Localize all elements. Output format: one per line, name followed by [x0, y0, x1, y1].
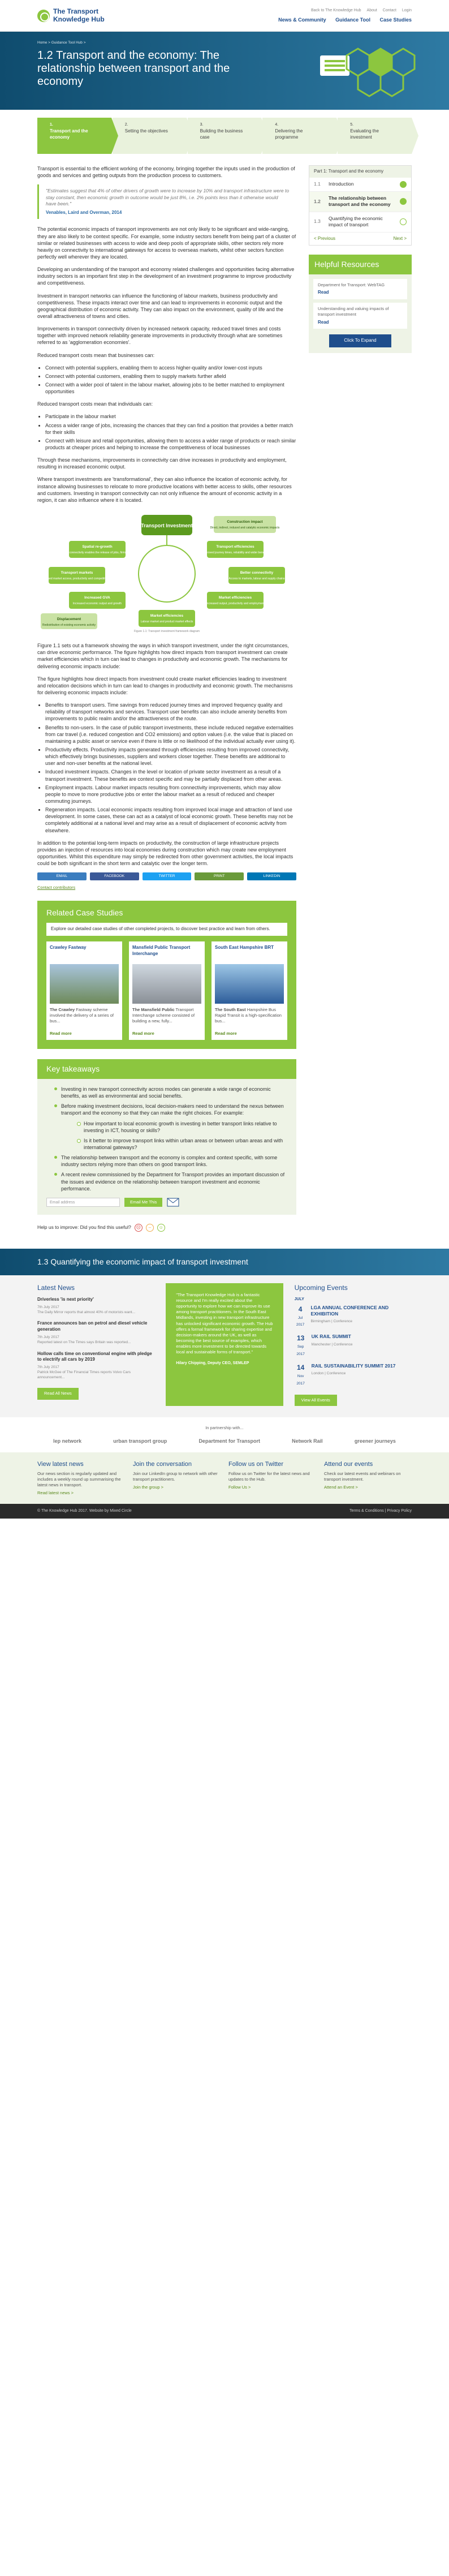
- events-month: JULY: [294, 1297, 304, 1302]
- blockquote: [37, 184, 296, 219]
- promo-text: Our news section is regularly updated and includes a weekly round up summarising the latest news in transport.: [37, 1470, 121, 1488]
- resource-read-link[interactable]: Read: [318, 290, 329, 295]
- promo-link[interactable]: Follow Us >: [228, 1485, 251, 1490]
- node-sub: Increased market access, productivity and competitiveness: [40, 577, 114, 580]
- paragraph: Through these mechanisms, improvements in connectivity can drive increases in productivity and employment, resulting in increased economic output.: [37, 457, 287, 470]
- site-logo[interactable]: [37, 8, 105, 23]
- step-3[interactable]: [187, 118, 262, 154]
- item-number: 1.3: [314, 218, 321, 225]
- resource-title: Department for Transport: WebTAG: [318, 282, 385, 288]
- testimonial-author: Hilary Chipping, Deputy CEO, SEMLEP: [176, 1361, 249, 1366]
- next-section-banner[interactable]: 1.3 Quantifying the economic impact of transport investment: [0, 1249, 449, 1275]
- node-title: Displacement: [57, 617, 81, 621]
- figure-caption: Figure 1.1: Transport investment framework diagram: [133, 629, 200, 633]
- step-label: Setting the objectives: [124, 128, 168, 134]
- business-list: [37, 364, 296, 395]
- section-title: Helpful Resources: [309, 255, 412, 274]
- case-card[interactable]: [129, 941, 205, 1040]
- node-sub: Redistribution of existing economic activity: [42, 623, 96, 627]
- paragraph: The potential economic impacts of transport improvements are not only likely to be significant and wide-ranging, they are also likely to be context specific. For example, some industry sectors benefit from being part of a cluster of similar or related businesses with access to wide and deep pools of appropriate skills, other sectors rely more heavily on connectivity to international gateways for access to overseas markets, whilst other sectors function perfectly well wherever they are located.: [37, 226, 296, 260]
- partner-logo[interactable]: lep network: [53, 1438, 82, 1444]
- event-item[interactable]: [295, 1305, 412, 1328]
- case-image: [215, 964, 284, 1004]
- read-more-link[interactable]: Read more: [132, 1031, 154, 1037]
- node-title: Spatial re-growth: [82, 544, 113, 549]
- node-sub: Labour market and product market effects: [140, 620, 193, 623]
- list-item: • Access a wider range of jobs, increasing the chances that they can find a position that provides a better match for their skills: [45, 422, 296, 436]
- list-item: • Benefits to non-users. In the case of public transport investments, these include reduced negative externalities from car travel (i.e. reduced congestion and CO2 emissions) and option values (i.e. the value that is placed on maintaining a public asset or service even if there is little or no likelihood of the individual actually ever using it).: [45, 724, 296, 745]
- event-meta: Birmingham | Conference: [310, 1319, 353, 1324]
- share-bar: [37, 872, 296, 880]
- logo-mark-icon: [37, 10, 50, 22]
- node-title: Transport markets: [61, 570, 93, 575]
- step-number: 1.: [50, 123, 53, 127]
- promo-item: [228, 1460, 316, 1496]
- promo-title: Follow us on Twitter: [228, 1461, 284, 1468]
- node-title: Market efficiencies: [218, 595, 252, 600]
- item-number: 1.2: [314, 198, 321, 204]
- list-item: • Benefits to transport users. Time savings from reduced journey times and improved frequency quality and reliability of transport networks and services. Transport user benefits can also include amenity benefits from improvements to public realm and/or the attractiveness of the route.: [45, 702, 296, 722]
- related-case-studies: [37, 901, 296, 1049]
- event-meta: Manchester | Conference: [311, 1342, 353, 1347]
- hero-banner: [0, 32, 449, 110]
- contact-contributors-link[interactable]: Contact contributors: [37, 885, 76, 891]
- share-email-button[interactable]: EMAIL: [37, 872, 87, 880]
- resource-item[interactable]: [313, 279, 407, 299]
- card-name: The South East: [215, 1007, 246, 1013]
- sidebar-item-1-1[interactable]: [309, 178, 411, 192]
- step-number: 2.: [124, 123, 128, 127]
- top-header: [0, 0, 449, 32]
- news-date: 7th July 2017: [37, 1335, 59, 1339]
- node-sub: Improved journey times, reliability and wider benefits: [202, 551, 269, 554]
- email-input[interactable]: Email address: [46, 1198, 120, 1207]
- main-nav: [270, 16, 412, 23]
- item-title: Quantifying the economic impact of transport: [329, 215, 383, 228]
- list-item: • Induced investment impacts. Changes in the level or location of private sector investment as a result of a transport investment. These benefits are context specific and may be partially displaced from other areas.: [45, 768, 296, 782]
- node-title: Increased GVA: [84, 595, 110, 600]
- event-meta: London | Conference: [311, 1371, 346, 1376]
- neutral-face-icon[interactable]: –: [146, 1224, 154, 1232]
- next-link[interactable]: Next >: [393, 235, 407, 241]
- item-title: The relationship between transport and the economy: [329, 195, 391, 208]
- top-link-contact[interactable]: Contact: [382, 8, 396, 12]
- section-title: Upcoming Events: [294, 1283, 348, 1292]
- section-title: Latest News: [37, 1283, 75, 1292]
- node-sub: Increased economic output and growth: [72, 601, 122, 605]
- latest-news: [37, 1283, 154, 1406]
- impacts-list: [37, 702, 296, 834]
- takeaway-subitem: Is it better to improve transport links within urban areas or between urban areas and with international gateways?: [77, 1137, 287, 1151]
- step-progress: [37, 118, 412, 154]
- check-icon: [400, 218, 407, 225]
- node-sub: Direct, indirect, induced and catalytic economic impacts: [210, 526, 280, 530]
- paragraph: Figure 1.1 sets out a framework showing the ways in which transport investment, under the right circumstances, can drive economic performance. The figure highlights how direct impacts from transport investment can create market efficiencies which in turn can lead to changes in productivity and economic growth. The mechanisms for delivering economic impacts include:: [37, 643, 289, 669]
- paragraph: Developing an understanding of the transport and economy related challenges and opportunities facing alternative industry sectors is an important first step in the development of an investment programme to improve productivity and competitiveness.: [37, 266, 295, 286]
- list-item: • Participate in the labour market: [45, 413, 296, 420]
- node-sub: Access to markets, labour and supply chains: [228, 577, 285, 580]
- event-title[interactable]: RAIL SUSTAINABILITY SUMMIT 2017: [311, 1362, 396, 1369]
- diagram-node: [139, 610, 195, 627]
- sidebar-item-1-3[interactable]: [309, 212, 411, 233]
- top-link-login[interactable]: Login: [401, 8, 412, 12]
- takeaway-item: The relationship between transport and the economy is complex and context specific, with some industry sectors relying more than others on good transport links.: [54, 1154, 287, 1168]
- promo-item: [37, 1460, 125, 1496]
- sidebar-item-1-2[interactable]: [309, 192, 411, 212]
- event-item[interactable]: [295, 1334, 412, 1357]
- main-content: [37, 165, 296, 1243]
- breadcrumb[interactable]: Home > Guidance Tool Hub >: [37, 41, 86, 45]
- diagram-node: [69, 592, 126, 609]
- share-print-button[interactable]: PRINT: [195, 872, 244, 880]
- promo-title: View latest news: [37, 1461, 84, 1468]
- step-1[interactable]: [37, 118, 111, 154]
- happy-face-icon[interactable]: ☺: [157, 1224, 165, 1232]
- step-4[interactable]: [261, 118, 336, 154]
- news-item[interactable]: [37, 1351, 154, 1381]
- case-image: [50, 964, 119, 1004]
- promo-row: [0, 1452, 449, 1504]
- list-item: • Productivity effects. Productivity impacts generated through efficiencies resulting from improved connectivity, which effectively brings businesses, suppliers and workers closer together. These benefits are additional to user and non-user benefits at the national level.: [45, 746, 296, 767]
- promo-text: Check our latest events and webinars on transport investment.: [324, 1470, 401, 1482]
- read-more-link[interactable]: Read more: [215, 1031, 237, 1037]
- card-title: Crawley Fastway: [50, 945, 87, 951]
- node-title: Better connectivity: [240, 570, 274, 575]
- card-desc: Transport Interchange scheme consisted of building a new, fully...: [132, 1007, 195, 1024]
- card-title: Mansfield Public Transport Interchange: [132, 945, 191, 956]
- promo-text: Join our LinkedIn group to network with other transport practitioners.: [133, 1470, 218, 1482]
- quote-text: "Estimates suggest that 4% of other drivers of growth were to increase by 10% and transport infrastructure were to stay constant, then economic growth in outcome would be just 8%, i.e. 2% points less than it otherwise would have been.": [46, 188, 290, 207]
- case-image: [132, 964, 201, 1004]
- takeaway-item: A recent review commissioned by the Department for Transport provides an important discussion of the issues and evidence on the relationship between transport investment and economic performance.: [54, 1171, 287, 1192]
- card-name: The Crawley: [50, 1007, 75, 1013]
- diagram-node: [40, 567, 114, 584]
- quote-source[interactable]: Venables, Laird and Overman, 2014: [46, 209, 122, 215]
- diagram-connectors: [139, 526, 195, 602]
- news-title[interactable]: Hollow calls time on conventional engine with pledge to electrify all cars by 2019: [37, 1351, 152, 1362]
- takeaway-text: Before making investment decisions, local decision-makers need to understand the nexus between transport and the economy so that they can make the right choices. For example:: [61, 1103, 284, 1116]
- share-facebook-button[interactable]: FACEBOOK: [90, 872, 139, 880]
- promo-text: Follow us on Twitter for the latest news and updates to the Hub.: [228, 1470, 310, 1482]
- node-sub: Improved connectivity enables the release of jobs, firms and land: [57, 551, 138, 554]
- takeaway-item: [54, 1103, 287, 1151]
- paragraph: Reduced transport costs mean that individuals can:: [37, 401, 153, 407]
- check-icon: [400, 198, 407, 205]
- page-title: 1.2 Transport and the economy: The relationship between transport and the economy: [37, 49, 230, 88]
- event-month: Nov 2017: [296, 1374, 305, 1386]
- promo-item: [133, 1460, 221, 1496]
- step-number: 3.: [200, 123, 204, 127]
- top-link-about[interactable]: About: [366, 8, 377, 12]
- promo-title: Attend our events: [324, 1461, 373, 1468]
- testimonial-quote: "The Transport Knowledge Hub is a fantastic resource and I'm really excited about the opportunity to explore how we can improve its use among transport practitioners. In the South East Midlands, investing in new transport infrastructure has unlocked significant economic growth. The Hub offers a formal framework for sharing expertise and decision-makers around the UK, as well as becoming the best source of examples, which enables more investment to be directed towards local and sustainable forms of transport.": [176, 1292, 273, 1355]
- sad-face-icon[interactable]: ☹: [135, 1224, 143, 1232]
- event-day: 14: [296, 1363, 305, 1371]
- news-item[interactable]: [37, 1297, 154, 1315]
- paragraph: Transport is essential to the efficient working of the economy, bringing together the inputs used in the production of goods and services and getting outputs from the production process to customers.: [37, 166, 295, 179]
- node-title: Market efficiencies: [150, 613, 184, 618]
- helpful-resources: [309, 255, 412, 353]
- card-title: South East Hampshire BRT: [215, 945, 274, 951]
- diagram-node: [206, 592, 265, 609]
- partner-logo[interactable]: Network Rail: [292, 1438, 323, 1444]
- feedback-row: [37, 1224, 296, 1232]
- diagram-node: [41, 613, 97, 629]
- list-item: • Connect with a wider pool of talent in the labour market, allowing jobs to be better matched to employment opportunities: [45, 381, 296, 395]
- resource-title: Understanding and valuing impacts of transport investment: [318, 306, 389, 317]
- news-date: 7th July 2017: [37, 1305, 59, 1309]
- step-label: Transport and the economy: [50, 128, 88, 140]
- node-title: Construction impact: [227, 519, 263, 524]
- list-item: • Connect with potential customers, enabling them to supply markets further afield: [45, 373, 296, 380]
- envelope-icon: [167, 1198, 179, 1207]
- resource-read-link[interactable]: Read: [318, 319, 329, 325]
- previous-link[interactable]: < Previous: [314, 235, 336, 241]
- footer: [0, 1504, 449, 1518]
- diagram-node: [210, 516, 280, 533]
- diagram-center-label: Transport Investment: [141, 522, 193, 528]
- news-summary: Reported latest on The Times says Britain was reported...: [37, 1340, 131, 1344]
- section-title: Related Case Studies: [46, 908, 123, 918]
- event-title[interactable]: LGA ANNUAL CONFERENCE AND EXHIBITION: [310, 1304, 389, 1317]
- testimonial: [166, 1283, 283, 1406]
- nav-case-studies[interactable]: Case Studies: [379, 17, 412, 23]
- node-sub: Increased output, productivity and employment: [206, 601, 265, 605]
- read-more-link[interactable]: Read more: [50, 1031, 72, 1037]
- nav-guidance-tool[interactable]: Guidance Tool: [335, 17, 370, 23]
- promo-link[interactable]: Read latest news >: [37, 1490, 74, 1496]
- promo-title: Join the conversation: [133, 1461, 192, 1468]
- key-takeaways: [37, 1059, 296, 1215]
- partners-title: In partnership with...: [205, 1425, 244, 1430]
- paragraph: Investment in transport networks can influence the functioning of labour markets, business productivity and competitiveness. These impacts interact over time and can lead to improvements in economic output and the geographical distribution of economic activity. They can also impact on the environment, quality of life and the overall attractiveness of towns and cities.: [37, 293, 283, 320]
- step-2[interactable]: [111, 118, 187, 154]
- diagram-center-node: [141, 515, 193, 535]
- promo-link[interactable]: Attend an Event >: [324, 1485, 358, 1490]
- paragraph: Improvements in transport connectivity driven by increased network capacity, reduced travel times and costs together with improved network reliability generate improvements in productivity through what are sometimes referred to as 'agglomeration economies'.: [37, 326, 283, 346]
- takeaway-subitem: How important to local economic growth is investing in better transport links relative to investing in ICT, housing or skills?: [77, 1120, 287, 1134]
- news-summary: Patrick McGee of The Financial Times reports Volvo Cars announcement...: [37, 1370, 131, 1379]
- footer-copyright: © The Knowledge Hub 2017. Website by Mixed Circle: [37, 1509, 132, 1513]
- case-card[interactable]: [211, 941, 287, 1040]
- step-number: 5.: [350, 123, 354, 127]
- list-item: • Connect with leisure and retail opportunities, allowing them to access a wider range of products or reach similar products at cheaper prices and helping to increase the competitiveness of local businesses: [45, 437, 296, 451]
- promo-link[interactable]: Join the group >: [133, 1485, 163, 1490]
- step-5[interactable]: [336, 118, 412, 154]
- paragraph: The figure highlights how direct impacts from investment could create market efficiencies leading to investment and relocation decisions which in turn can lead to changes in productivity and economic growth. The mechanisms for delivering economic impacts include:: [37, 676, 293, 695]
- click-to-expand-button[interactable]: Click To Expand: [329, 334, 391, 347]
- list-item: • Employment impacts. Labour market impacts resulting from connectivity improvements, which may allow people to move to more productive jobs or enter the labour market as a result of reduced and cheaper commuting journeys.: [45, 784, 296, 805]
- partner-logo[interactable]: urban transport group: [113, 1438, 167, 1444]
- event-month: Jul 2017: [296, 1315, 305, 1327]
- diagram-node: [57, 541, 138, 558]
- read-all-news-button[interactable]: Read All News: [37, 1388, 79, 1399]
- resource-item[interactable]: [313, 303, 407, 329]
- email-me-button[interactable]: Email Me This: [124, 1198, 162, 1207]
- card-desc: Fastway scheme involved the delivery of a series of bus...: [50, 1007, 114, 1024]
- node-title: Transport efficiencies: [216, 544, 254, 549]
- diagram-node: [228, 567, 285, 584]
- partner-logo[interactable]: Department for Transport: [198, 1438, 260, 1444]
- paragraph: Reduced transport costs mean that businesses can:: [37, 352, 155, 358]
- logo-text-line-2: Knowledge Hub: [53, 15, 105, 23]
- event-title[interactable]: UK RAIL SUMMIT: [311, 1334, 351, 1340]
- list-item: • Regeneration impacts. Local economic impacts resulting from improved local image and attraction of land use development. In some cases, these can act as a catalyst of local economic growth. These benefits may not be completely additional at a national level and may arise as a result of displacement of economic activity from elsewhere.: [45, 806, 296, 834]
- news-title[interactable]: Driverless 'is next priority': [37, 1297, 94, 1302]
- step-label: Delivering the programme: [275, 128, 303, 140]
- event-item[interactable]: [295, 1363, 412, 1387]
- logo-text-line-1: The Transport: [53, 7, 99, 16]
- paragraph: In addition to the potential long-term impacts on productivity, the construction of large infrastructure projects provides an injection of resources into local economies during construction which may create new employment opportunities. Whilst this expenditure may simply be redirected from other government activities, the local impacts could be both significant in the short term and catalytic over the longer term.: [37, 840, 293, 867]
- news-item[interactable]: [37, 1321, 154, 1345]
- card-name: The Mansfield Public: [132, 1007, 175, 1013]
- partner-logo[interactable]: greener journeys: [354, 1438, 396, 1444]
- feedback-prompt: Help us to improve: Did you find this useful?: [37, 1224, 131, 1231]
- paragraph: Where transport investments are 'transformational', they can also influence the location of economic activity, for instance allowing businesses to relocate to more productive locations with better access to skills, other resources and customers. Investing in transport connectivity can not only influence the amount of economic activity in a region, it can also influence where it is located.: [37, 476, 292, 503]
- transport-investment-diagram: [37, 513, 296, 634]
- check-icon: [400, 181, 407, 188]
- diagram-node: [202, 541, 269, 558]
- step-label: Evaluating the investment: [350, 128, 379, 140]
- view-all-events-button[interactable]: View All Events: [295, 1395, 337, 1406]
- hexagon-pattern-icon: [338, 37, 423, 105]
- case-card[interactable]: [46, 941, 122, 1040]
- cases-intro: Explore our detailed case studies of other completed projects, to discover best practice and learn from others.: [46, 923, 287, 936]
- top-link-back[interactable]: Back to The Knowledge Hub: [310, 8, 361, 12]
- nav-news-community[interactable]: News & Community: [278, 17, 326, 23]
- share-linkedin-button[interactable]: LINKEDIN: [247, 872, 296, 880]
- event-month: Sep 2017: [296, 1345, 305, 1357]
- event-day: 4: [298, 1305, 303, 1313]
- panel-title: Part 1: Transport and the economy: [309, 166, 411, 178]
- footer-links[interactable]: Terms & Conditions | Privacy Policy: [349, 1509, 412, 1513]
- news-summary: The Daily Mirror reports that almost 40% of motorists want...: [37, 1310, 136, 1314]
- bottom-columns: [0, 1275, 449, 1417]
- section-title: Key takeaways: [37, 1059, 296, 1079]
- item-number: 1.1: [314, 181, 321, 187]
- step-number: 4.: [275, 123, 279, 127]
- partners: [0, 1417, 449, 1452]
- takeaway-item: Investing in new transport connectivity across modes can generate a wide range of economic benefits, as well as environmental and social benefits.: [54, 1086, 287, 1099]
- step-label: Building the business case: [200, 128, 243, 140]
- part-navigation: [309, 165, 412, 246]
- top-links: [270, 8, 412, 13]
- sidebar: [309, 165, 412, 1243]
- upcoming-events: [295, 1283, 412, 1406]
- promo-item: [324, 1460, 412, 1496]
- news-title[interactable]: France announces ban on petrol and diesel vehicle generation: [37, 1321, 148, 1332]
- individual-list: [37, 413, 296, 451]
- card-desc: Hampshire Bus Rapid Transit is a high-specification bus...: [215, 1007, 282, 1024]
- share-twitter-button[interactable]: TWITTER: [143, 872, 192, 880]
- item-title: Introduction: [329, 181, 354, 187]
- list-item: • Connect with potential suppliers, enabling them to access higher-quality and/or lower-cost inputs: [45, 364, 296, 371]
- event-day: 13: [296, 1334, 305, 1343]
- news-date: 7th July 2017: [37, 1365, 59, 1370]
